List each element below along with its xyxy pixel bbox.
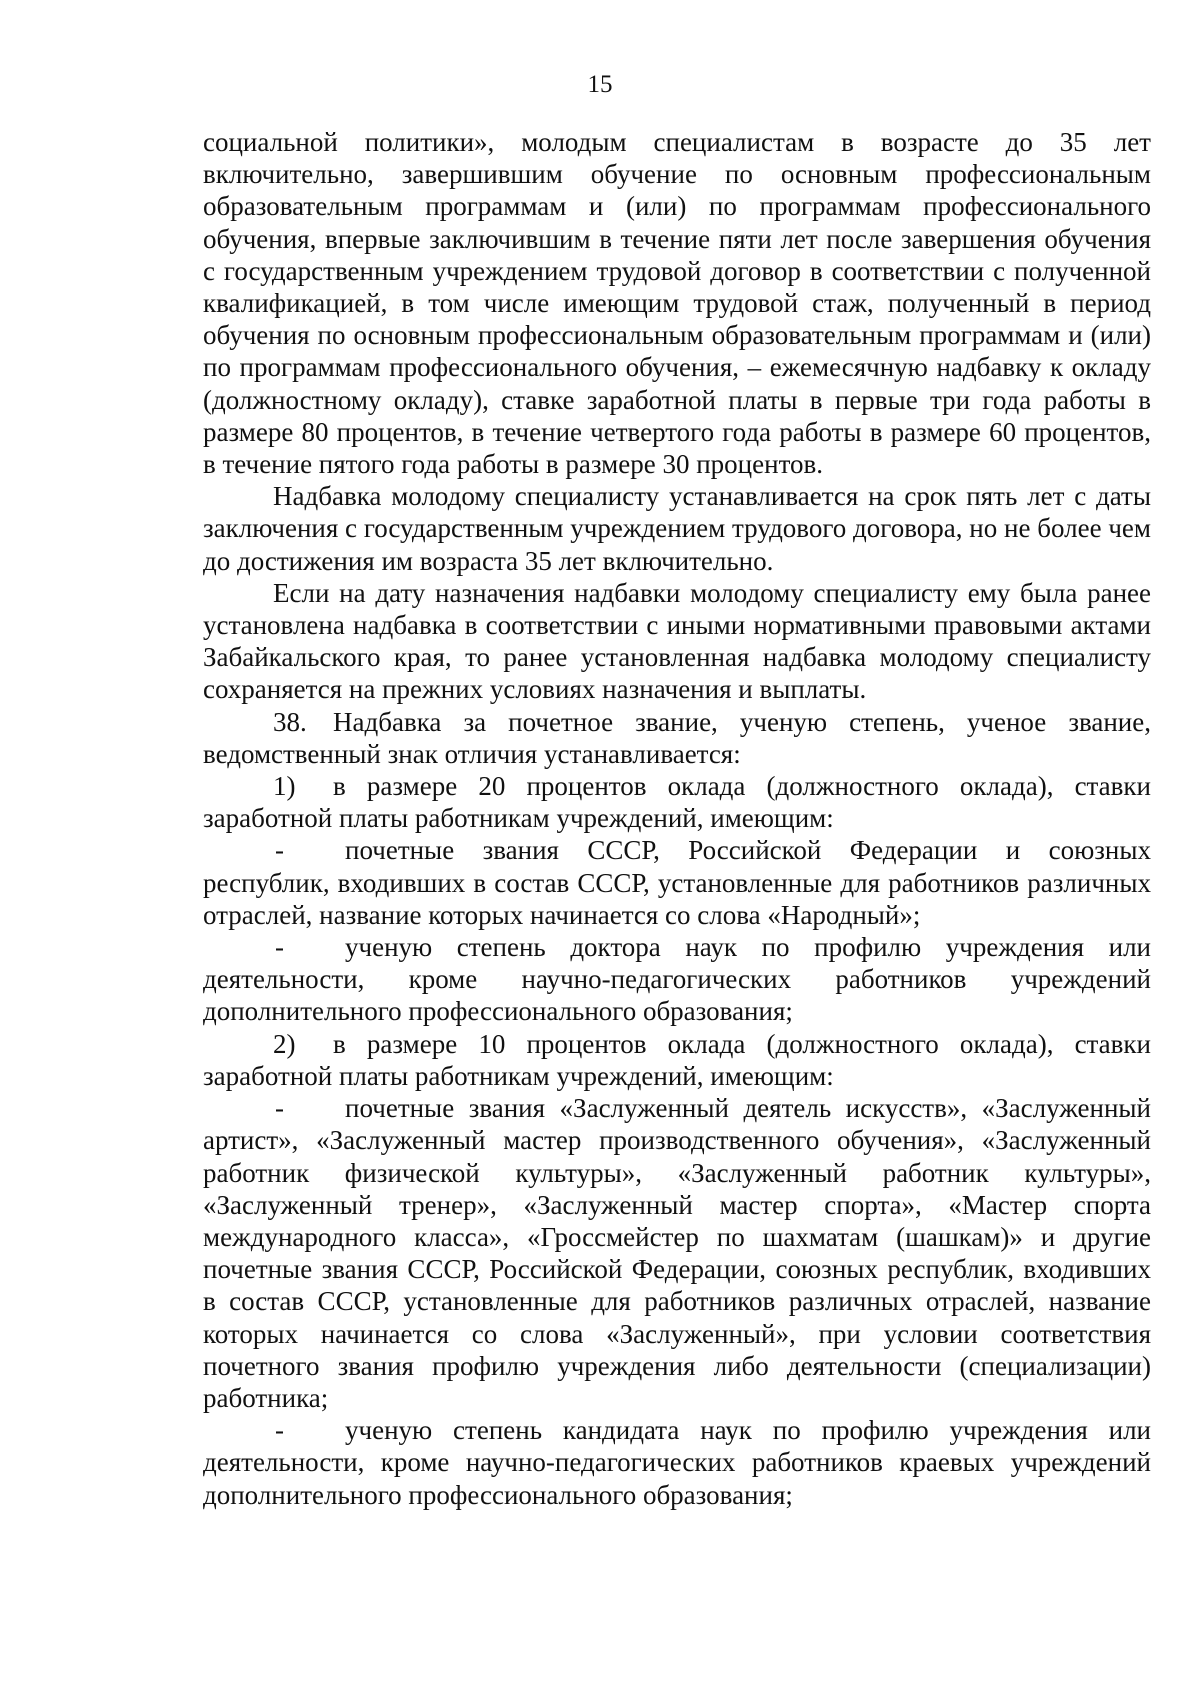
dash-item-2-1	[203, 1092, 1151, 1414]
dash-marker: -	[275, 835, 284, 866]
clause-text: Надбавка за почетное звание, ученую степень, ученое звание, ведомственный знак отличия устанавливается:	[203, 706, 1151, 769]
list-item-2	[203, 1028, 1151, 1092]
paragraph-previous-allowance: Если на дату назначения надбавки молодому специалисту ему была ранее установлена надбавка в соответствии с иными нормативными правовыми актами Забайкальского края, то ранее установленная надбавка молодому специалисту сохраняется на прежних условиях назначения и выплаты.	[203, 577, 1151, 705]
dash-item-text: ученую степень кандидата наук по профилю учреждения или деятельности, кроме научно-педагогических работников краевых учреждений дополнительного профессионального образования;	[203, 1415, 1151, 1510]
clause-number: 38.	[273, 706, 307, 737]
dash-marker: -	[275, 932, 284, 963]
list-item-number: 1)	[273, 771, 296, 802]
page-number: 15	[587, 71, 613, 98]
document-body	[203, 126, 1151, 1511]
paragraph-young-specialist-term: Надбавка молодому специалисту устанавливается на срок пять лет с даты заключения с государственным учреждением трудового договора, но не более чем до достижения им возраста 35 лет включительно.	[203, 481, 1151, 576]
dash-marker: -	[275, 1093, 284, 1124]
list-item-text: в размере 20 процентов оклада (должностного оклада), ставки заработной платы работникам учреждений, имеющим:	[203, 771, 1151, 834]
list-item-number: 2)	[273, 1028, 296, 1059]
list-item-text: в размере 10 процентов оклада (должностного оклада), ставки заработной платы работникам учреждений, имеющим:	[203, 1028, 1151, 1091]
dash-marker: -	[275, 1415, 284, 1446]
dash-item-text: почетные звания «Заслуженный деятель искусств», «Заслуженный артист», «Заслуженный мастер производственного обучения», «Заслуженный работник физической культуры», «Заслуженный работник культуры», «Заслуженный тренер», «Заслуженный мастер спорта», «Мастер спорта международного класса», «Гроссмейстер по шахматам (шашкам)» и другие почетные звания СССР, Российской Федерации, союзных республик, входивших в состав СССР, установленные для работников различных отраслей, название которых начинается со слова «Заслуженный», при условии соответствия почетного звания профилю учреждения либо деятельности (специализации) работника;	[203, 1093, 1151, 1413]
dash-item-text: почетные звания СССР, Российской Федерации и союзных республик, входивших в состав СССР, установленные для работников различных отраслей, название которых начинается со слова «Народный»;	[203, 835, 1151, 930]
dash-item-1-1	[203, 834, 1151, 931]
dash-item-2-2	[203, 1414, 1151, 1511]
dash-item-text: ученую степень доктора наук по профилю учреждения или деятельности, кроме научно-педагогических работников учреждений дополнительного профессионального образования;	[203, 932, 1151, 1027]
dash-item-1-2	[203, 931, 1151, 1028]
paragraph-young-specialists-continuation: социальной политики», молодым специалистам в возрасте до 35 лет включительно, завершившим обучение по основным профессиональным образовательным программам и (или) по программам профессионального обучения, впервые заключившим в течение пяти лет после завершения обучения с государственным учреждением трудовой договор в соответствии с полученной квалификацией, в том числе имеющим трудовой стаж, полученный в период обучения по основным профессиональным образовательным программам и (или) по программам профессионального обучения, – ежемесячную надбавку к окладу (должностному окладу), ставке заработной платы в первые три года работы в размере 80 процентов, в течение четвертого года работы в размере 60 процентов, в течение пятого года работы в размере 30 процентов.	[203, 127, 1151, 480]
list-item-1	[203, 770, 1151, 834]
clause-38	[203, 706, 1151, 770]
